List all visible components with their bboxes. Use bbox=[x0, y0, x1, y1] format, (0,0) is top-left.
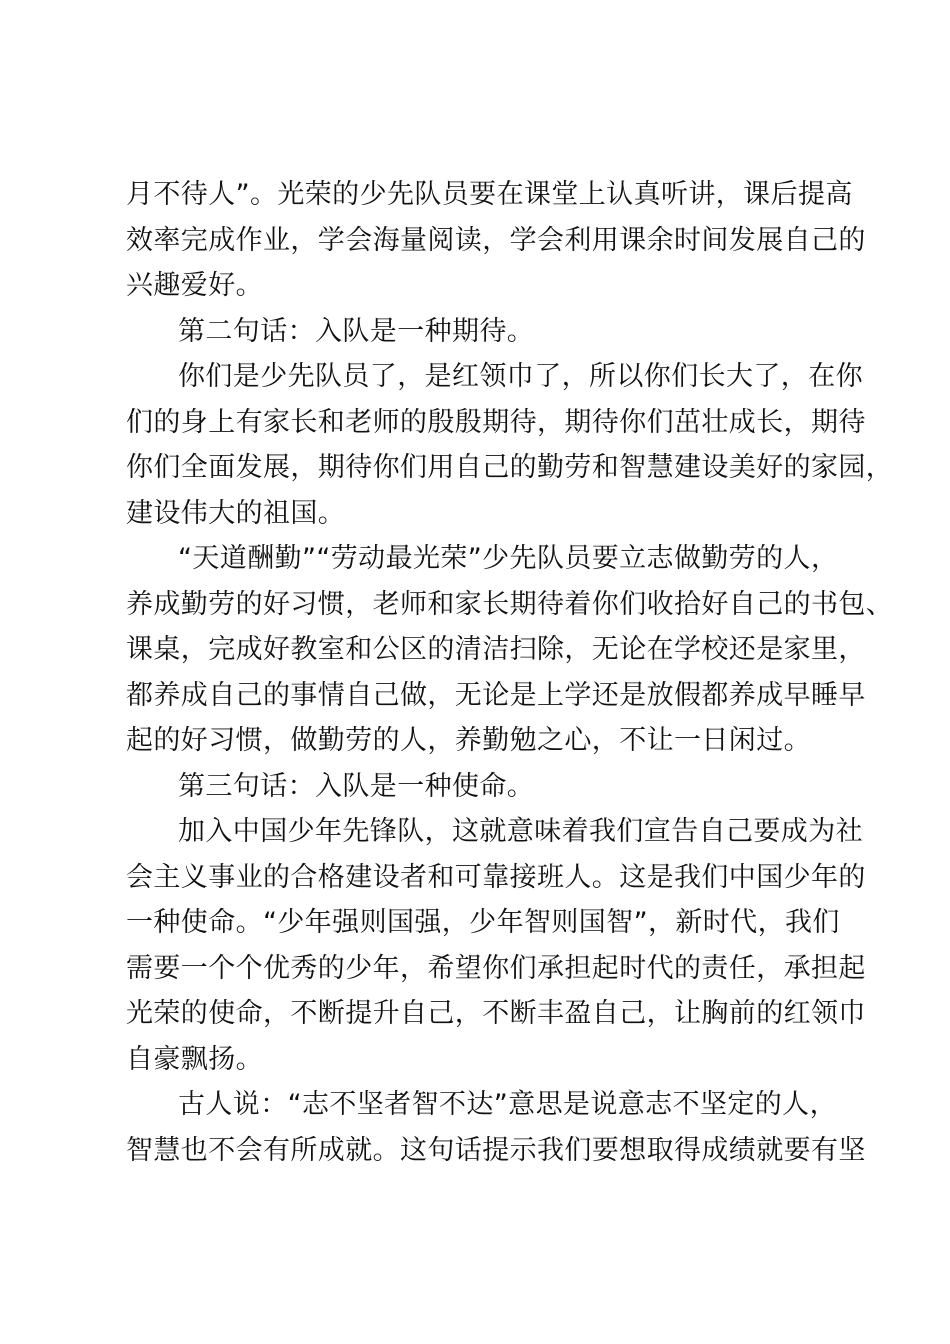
document-body bbox=[126, 172, 894, 1173]
text-line: 建设伟大的祖国。 bbox=[126, 497, 346, 529]
text-line: 们的身上有家长和老师的殷殷期待，期待你们茁壮成长，期待 bbox=[126, 406, 866, 438]
text-line: 养成勤劳的好习惯，老师和家长期待着你们收拾好自己的书包、 bbox=[126, 588, 894, 620]
text-line: 月不待人”。光荣的少先队员要在课堂上认真听讲，课后提高 bbox=[126, 179, 853, 210]
text-line: 需要一个个优秀的少年，希望你们承担起时代的责任，承担起 bbox=[126, 952, 866, 984]
text-line: “天道酬勤”“劳动最光荣”少先队员要立志做勤劳的人， bbox=[178, 543, 839, 574]
text-line: 第二句话：入队是一种期待。 bbox=[178, 315, 535, 347]
text-line: 第三句话：入队是一种使命。 bbox=[178, 770, 535, 802]
text-line: 会主义事业的合格建设者和可靠接班人。这是我们中国少年的 bbox=[126, 861, 866, 893]
text-line: 光荣的使命，不断提升自己，不断丰盈自己，让胸前的红领巾 bbox=[126, 998, 866, 1029]
text-line: 古人说：“志不坚者智不达”意思是说意志不坚定的人， bbox=[178, 1089, 837, 1120]
text-line: 起的好习惯，做勤劳的人，养勤勉之心，不让一日闲过。 bbox=[126, 725, 811, 756]
text-line: 兴趣爱好。 bbox=[126, 270, 263, 301]
text-line: 都养成自己的事情自己做，无论是上学还是放假都养成早睡早 bbox=[126, 679, 866, 711]
text-line: 你们是少先队员了，是红领巾了，所以你们长大了，在你 bbox=[178, 361, 863, 392]
text-line: 你们全面发展，期待你们用自己的勤劳和智慧建设美好的家园， bbox=[126, 452, 894, 483]
text-line: 加入中国少年先锋队，这就意味着我们宣告自己要成为社 bbox=[178, 816, 863, 847]
text-line: 效率完成作业，学会海量阅读，学会利用课余时间发展自己的 bbox=[126, 224, 866, 256]
text-line: 课桌，完成好教室和公区的清洁扫除，无论在学校还是家里， bbox=[126, 634, 866, 665]
text-line: 一种使命。“少年强则国强，少年智则国智”，新时代，我们 bbox=[126, 907, 840, 938]
text-line: 自豪飘扬。 bbox=[126, 1043, 263, 1075]
text-line: 智慧也不会有所成就。这句话提示我们要想取得成绩就要有坚 bbox=[126, 1134, 866, 1166]
